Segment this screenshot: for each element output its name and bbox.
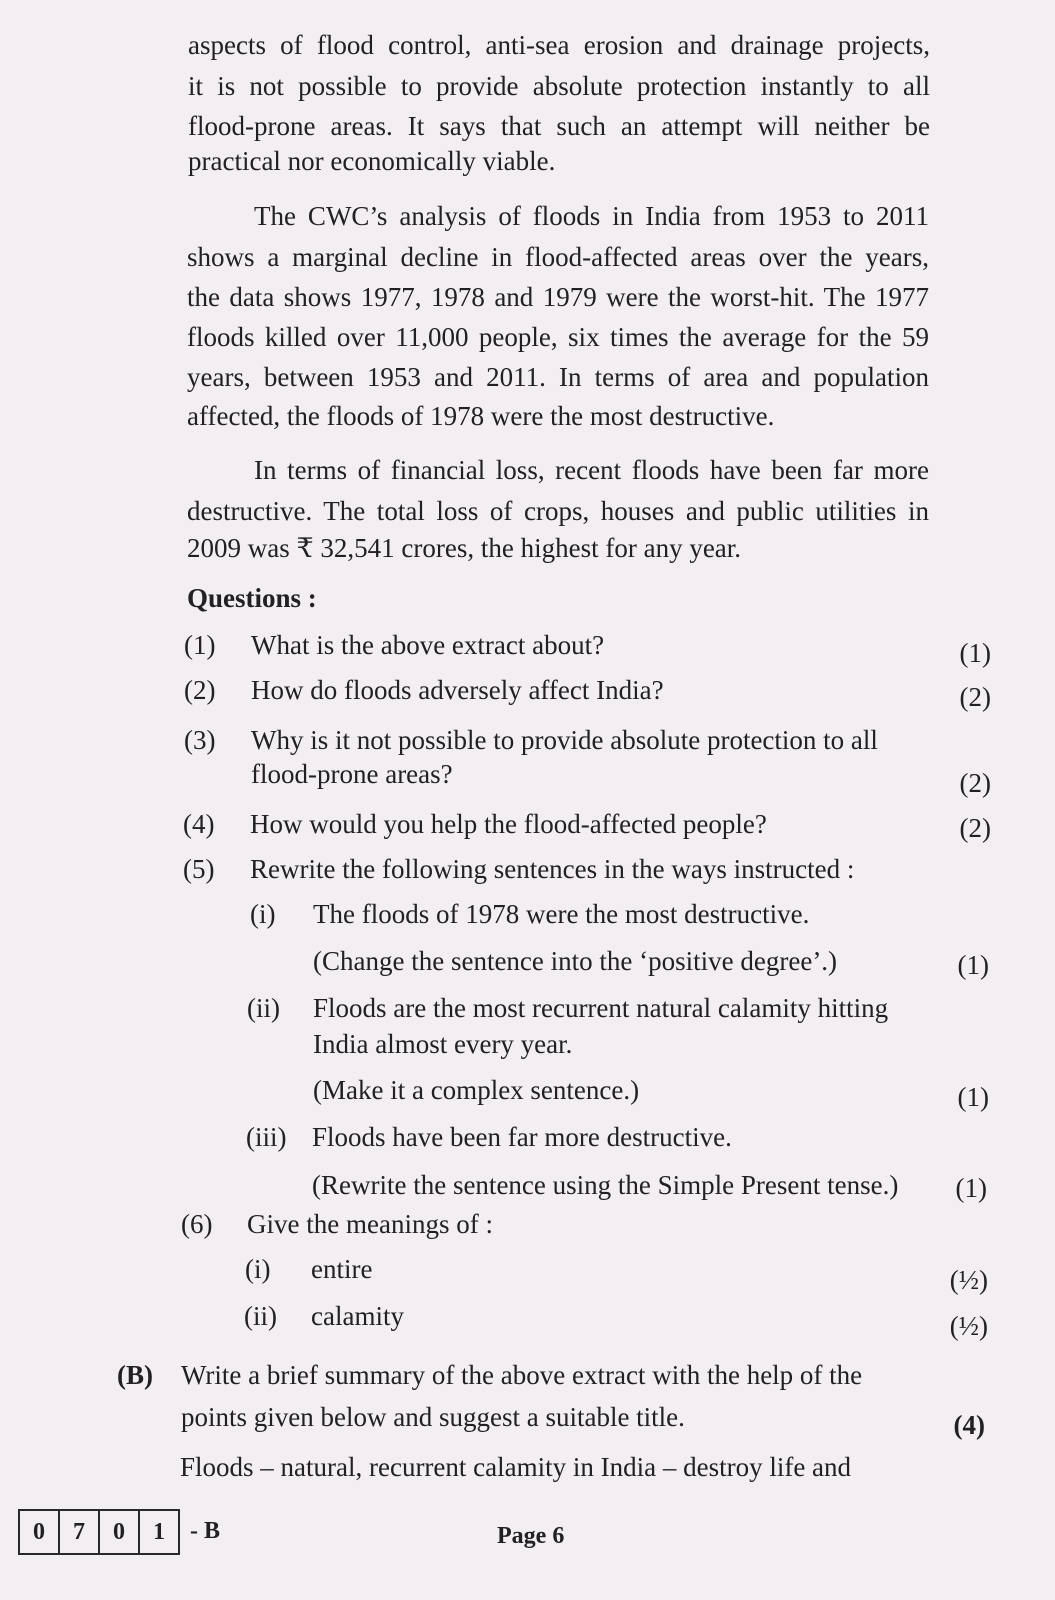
- sub-question-marks: (½): [949, 1265, 988, 1295]
- sub-question-text: entire: [311, 1254, 373, 1284]
- question-marks: (2): [959, 813, 991, 843]
- passage-line: shows a marginal decline in flood-affected areas over the years,: [187, 242, 929, 272]
- passage-line: affected, the floods of 1978 were the most destructive.: [187, 401, 775, 431]
- sub-question-number: (ii): [247, 993, 280, 1023]
- sub-question-marks: (1): [957, 950, 989, 980]
- sub-question-text: calamity: [311, 1301, 404, 1331]
- question-text: What is the above extract about?: [251, 630, 605, 660]
- paper-code-suffix: - B: [190, 1518, 220, 1544]
- passage-line: aspects of flood control, anti-sea erosion and drainage projects,: [188, 30, 930, 60]
- question-number: (6): [181, 1209, 213, 1239]
- sub-question-instruction: (Change the sentence into the ‘positive degree’.): [313, 946, 838, 976]
- question-marks: (1): [959, 638, 991, 668]
- sub-question-number: (ii): [244, 1301, 277, 1331]
- section-b-marks: (4): [953, 1410, 985, 1440]
- section-b-text: Write a brief summary of the above extract with the help of the: [181, 1360, 863, 1390]
- sub-question-marks: (½): [949, 1311, 988, 1341]
- passage-line: practical nor economically viable.: [188, 146, 556, 176]
- passage-line: In terms of financial loss, recent floods have been far more: [254, 455, 929, 485]
- question-text: How do floods adversely affect India?: [251, 675, 664, 705]
- paper-code-digit: 0: [100, 1511, 140, 1553]
- question-text: Why is it not possible to provide absolute protection to all: [251, 725, 878, 755]
- section-b-label: (B): [117, 1360, 153, 1390]
- question-number: (1): [184, 630, 216, 660]
- question-marks: (2): [959, 768, 991, 798]
- sub-question-instruction: (Make it a complex sentence.): [313, 1075, 640, 1105]
- passage-line: flood-prone areas. It says that such an attempt will neither be: [188, 111, 930, 141]
- sub-question-marks: (1): [957, 1082, 989, 1112]
- question-text: flood-prone areas?: [251, 759, 453, 789]
- section-b-points: Floods – natural, recurrent calamity in India – destroy life and: [180, 1452, 852, 1482]
- paper-code-digit: 0: [20, 1511, 60, 1553]
- question-text: Rewrite the following sentences in the ways instructed :: [250, 854, 855, 884]
- question-number: (5): [183, 854, 215, 884]
- question-number: (2): [184, 675, 216, 705]
- question-text: Give the meanings of :: [247, 1209, 493, 1239]
- question-number: (4): [183, 809, 215, 839]
- passage-line: destructive. The total loss of crops, houses and public utilities in: [187, 496, 929, 526]
- passage-line: it is not possible to provide absolute protection instantly to all: [188, 71, 930, 101]
- sub-question-text: India almost every year.: [313, 1029, 573, 1059]
- paper-code-digit: 7: [60, 1511, 100, 1553]
- sub-question-marks: (1): [955, 1173, 987, 1203]
- page-number: Page 6: [497, 1523, 565, 1549]
- paper-code-digit: 1: [153, 1519, 165, 1545]
- sub-question-text: The floods of 1978 were the most destructive.: [313, 899, 810, 929]
- passage-line: The CWC’s analysis of floods in India from 1953 to 2011: [254, 201, 929, 231]
- sub-question-number: (i): [250, 899, 276, 929]
- question-marks: (2): [959, 682, 991, 712]
- question-number: (3): [184, 725, 216, 755]
- passage-line: floods killed over 11,000 people, six times the average for the 59: [187, 322, 929, 352]
- passage-line: 2009 was ₹ 32,541 crores, the highest for any year.: [187, 533, 742, 563]
- question-text: How would you help the flood-affected people?: [250, 809, 767, 839]
- paper-code-box: [18, 1509, 180, 1555]
- questions-heading: Questions :: [187, 583, 317, 613]
- sub-question-instruction: (Rewrite the sentence using the Simple Present tense.): [312, 1170, 899, 1200]
- passage-line: the data shows 1977, 1978 and 1979 were the worst-hit. The 1977: [187, 282, 929, 312]
- sub-question-number: (iii): [246, 1122, 287, 1152]
- passage-line: years, between 1953 and 2011. In terms of area and population: [187, 362, 929, 392]
- section-b-text: points given below and suggest a suitable title.: [181, 1402, 685, 1432]
- sub-question-number: (i): [245, 1254, 271, 1284]
- sub-question-text: Floods are the most recurrent natural calamity hitting: [313, 993, 889, 1023]
- sub-question-text: Floods have been far more destructive.: [312, 1122, 732, 1152]
